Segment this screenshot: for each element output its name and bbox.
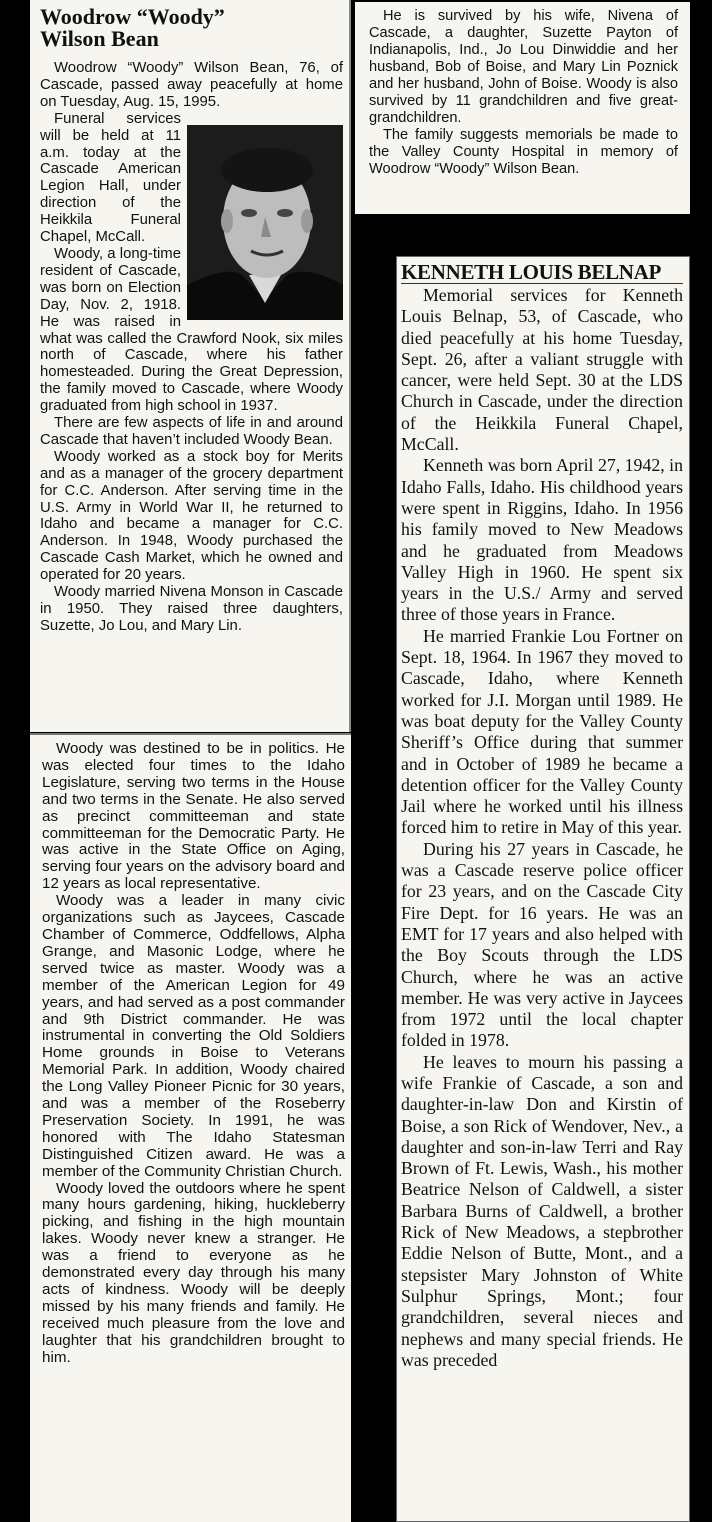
paragraph: Kenneth was born April 27, 1942, in Idaho Falls, Idaho. His childhood years were spent in Riggins, Idaho. In 1956 his family moved to New Meadows and he graduated from Meadows Valley High in 1960. He spent six years in the U.S./ Army and served three of those years in France.	[401, 455, 683, 625]
paragraph: He married Frankie Lou Fortner on Sept. 18, 1964. In 1967 they moved to Cascade, Idaho, where Kenneth worked for J.I. Morgan until 1989. He was boat deputy for the Valley County Sheriff’s Office during that summer and in October of 1989 he became a detention officer for the Valley County Jail where he worked until his illness forced him to retire in May of this year.	[401, 625, 683, 838]
paragraph: Woody was destined to be in politics. He was elected four times to the Idaho Legislature, serving two terms in the House and two terms in the Senate. He also served as precinct committeeman and state committeeman for the Democratic Party. He was active in the State Office on Aging, serving four years on the advisory board and 12 years as local representative.	[42, 740, 345, 893]
paragraph: Woody was a leader in many civic organizations such as Jaycees, Cascade Chamber of Commerce, Oddfellows, Alpha Grange, and Masonic Lodge, where he served twice as master. Woody was a member of the American Legion for 49 years, and had served as a post commander and 9th District commander. He was instrumental in converting the Old Soldiers Home grounds in Boise to Veterans Memorial Park. In addition, Woody chaired the Long Valley Pioneer Picnic for 30 years, and was a member of the Roseberry Preservation Society. In 1991, he was honored with The Idaho Statesman Distinguished Citizen award. He was a member of the Community Christian Church.	[42, 892, 345, 1180]
paragraph: Woody worked as a stock boy for Merits and as a manager of the grocery department for C.C. Anderson. After serving time in the U.S. Army in World War II, he returned to Idaho and became a manager for C.C. Anderson. In 1948, Woody purchased the Cascade Cash Market, which he owned and operated for 20 years.	[40, 448, 343, 584]
paragraph: He is survived by his wife, Nivena of Cascade, a daughter, Suzette Payton of Indianapolis, Ind., Jo Lou Dinwiddie and her husband, Bob of Boise, and Mary Lin Poznick and her husband, John of Boise. Woody is also survived by 11 grandchildren and five great-grandchildren.	[369, 8, 678, 126]
paragraph: Woody married Nivena Monson in Cascade in 1950. They raised three daughters, Suzette, Jo Lou, and Mary Lin.	[40, 584, 343, 634]
paragraph: Woody, a long-time resident of Cascade, was born on Election Day, Nov. 2, 1918. He was raised in what was called the Crawford Nook, six miles north of Cascade, where his father homesteaded. During the Great Depression, the family moved to Cascade, where Woody graduated from high school in 1937.	[40, 245, 343, 415]
obituary-kenneth	[396, 256, 690, 1522]
paragraph: Woody loved the outdoors where he spent many hours gardening, hiking, huckleberry picking, and fishing in the high mountain lakes. Woody never knew a stranger. He was a friend to everyone as he demonstrated every day through his many acts of kindness. Woody will be deeply missed by his many friends and family. He received much pleasure from the love and laughter that his grandchildren brought to him.	[42, 1179, 345, 1366]
paragraph: The family suggests memorials be made to the Valley County Hospital in memory of Woodrow “Woody” Wilson Bean.	[369, 127, 678, 177]
obituary-title-woody: Woodrow “Woody” Wilson Bean	[40, 4, 225, 51]
obituary-woody-continued	[30, 733, 351, 1522]
obituary-title-kenneth: KENNETH LOUIS BELNAP	[401, 261, 683, 284]
paragraph: During his 27 years in Cascade, he was a Cascade reserve police officer for 23 years, and on the Cascade City Fire Dept. for 16 years. He was an EMT for 17 years and also helped with the Boy Scouts through the LDS Church, where he was an active member. He was very active in Jaycees from 1972 until the local chapter folded in 1978.	[401, 838, 683, 1051]
obituary-woody-top	[30, 0, 351, 732]
paragraph: Memorial services for Kenneth Louis Belnap, 53, of Cascade, who died peacefully at his home Tuesday, Sept. 26, after a valiant struggle with cancer, were held Sept. 30 at the LDS Church in Cascade, under the direction of the Heikkila Funeral Chapel, McCall.	[401, 285, 683, 455]
paragraph: Woodrow “Woody” Wilson Bean, 76, of Cascade, passed away peacefully at home on Tuesday, Aug. 15, 1995.	[40, 60, 343, 110]
paragraph: He leaves to mourn his passing a wife Frankie of Cascade, a son and daughter-in-law Don and Kirstin of Boise, a son Rick of Wendover, Nev., a daughter and son-in-law Terri and Ray Brown of Ft. Lewis, Wash., his mother Beatrice Nelson of Caldwell, a sister Barbara Burns of Caldwell, a brother Rick of New Meadows, a stepbrother Eddie Nelson of Butte, Mont., and a stepsister Mary Johnston of White Sulphur Springs, Mont.; four grandchildren, several nieces and nephews and many special friends. He was preceded	[401, 1051, 683, 1370]
portrait-image	[187, 125, 343, 320]
paragraph: There are few aspects of life in and around Cascade that haven’t included Woody Bean.	[40, 415, 343, 448]
portrait-photo	[187, 125, 343, 320]
obituary-woody-survivors	[355, 2, 690, 214]
paragraph: Funeral services will be held at 11 a.m. today at the Cascade American Legion Hall, under direction of the Heikkila Funeral Chapel, McCall.	[40, 110, 181, 246]
